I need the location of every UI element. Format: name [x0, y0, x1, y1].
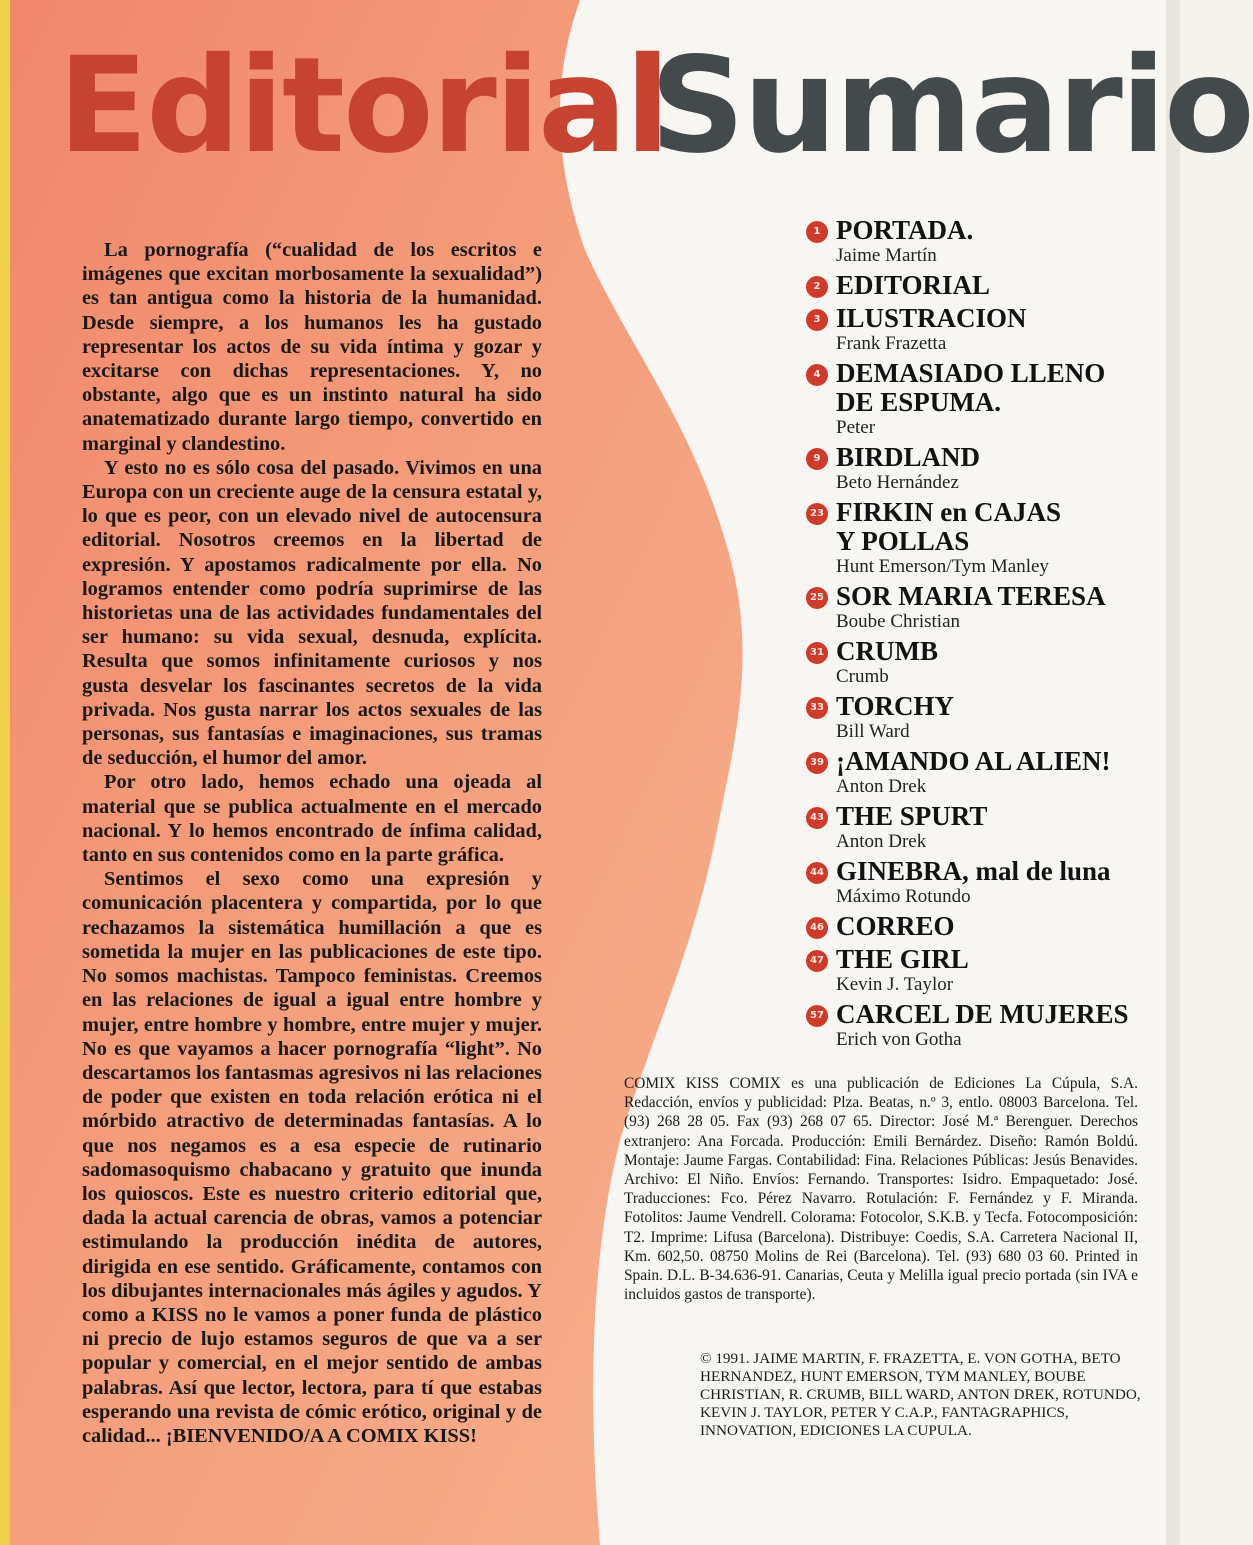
page-number-badge: 31 [806, 642, 828, 664]
toc-author: Boube Christian [836, 611, 961, 632]
toc-entry-amando-al-alien [806, 747, 1166, 798]
toc-title: CARCEL DE MUJERES [836, 999, 1129, 1029]
left-edge-strip [0, 0, 10, 1545]
editorial-paragraph: La pornografía (“cualidad de los escritos e imágenes que excitan morbosamente la sexualidad”) es tan antigua como la historia de la humanidad. Desde siempre, a los humanos les ha gustado representar los actos de su vida íntima y gozar y excitarse con dichas representaciones. Y, no obstante, algo que es un instinto natural ha sido anatematizado durante largo tiempo, convertido en marginal y clandestino. [82, 239, 542, 455]
toc-entry-torchy [806, 692, 1166, 743]
editorial-paragraph: Por otro lado, hemos echado una ojeada al material que se publica actualmente en el mercado nacional. Y lo hemos encontrado de ínfima calidad, tanto en sus contenidos como en la parte gráfica. [82, 771, 542, 867]
sumario-heading: Sumario [650, 29, 1253, 183]
editorial-heading: Editorial [58, 29, 669, 183]
toc-entry-carcel-de-mujeres [806, 1000, 1166, 1051]
editorial-body [82, 238, 542, 1448]
editorial-paragraph: Sentimos el sexo como una expresión y comunicación placentera y compartida, por lo que rechazamos la sistemática humillación a que es sometida la mujer en las publicaciones de este tipo. No somos machistas. Tampoco feministas. Creemos en las relaciones de igual a igual entre hombre y mujer, entre hombre y hombre, entre mujer y mujer. No es que vayamos a hacer pornografía “light”. No descartamos los fantasmas agresivos ni las relaciones de poder que existen en toda relación erótica ni el mórbido atractivo de determinadas fantasías. A lo que nos negamos es a esa especie de rutinario sadomasoquismo chabacano y gratuito que inunda los quioscos. Este es nuestro criterio editorial que, dada la actual carencia de obras, vamos a potenciar estimulando la producción inédita de autores, dirigida en ese sentido. Gráficamente, contamos con los dibujantes internacionales más ágiles y agudos. Y como a KISS no le vamos a poner funda de plástico ni precio de lujo estamos seguros de que va a ser popular y comercial, en el mejor sentido de ambas palabras. Así que lector, lectora, para tí que estabas esperando una revista de cómic erótico, original y de calidad... ¡BIENVENIDO/A A COMIX KISS! [82, 868, 542, 1447]
toc-title: SOR MARIA TERESA [836, 581, 1106, 611]
toc-title: PORTADA. [836, 215, 974, 245]
toc-author: Kevin J. Taylor [836, 974, 954, 995]
toc-author: Beto Hernández [836, 472, 959, 493]
page-number-badge: 57 [806, 1005, 828, 1027]
toc-entry-portada [806, 216, 1166, 267]
toc-title: FIRKIN en CAJAS [836, 497, 1062, 527]
page-number-badge: 43 [806, 807, 828, 829]
toc-entry-ilustracion [806, 304, 1166, 355]
toc-entry-editorial [806, 271, 1166, 300]
cover-edge-right [1166, 0, 1180, 1545]
toc-entry-correo [806, 912, 1166, 941]
toc-author: Anton Drek [836, 831, 927, 852]
toc-title: CORREO [836, 911, 955, 941]
toc-title-line2: Y POLLAS [836, 526, 970, 556]
page-number-badge: 23 [806, 503, 828, 525]
toc-title-line2: DE ESPUMA. [836, 387, 1002, 417]
toc-author: Frank Frazetta [836, 333, 947, 354]
toc-author: Máximo Rotundo [836, 886, 971, 907]
toc-title: BIRDLAND [836, 442, 981, 472]
publication-credits: COMIX KISS COMIX es una publicación de Ediciones La Cúpula, S.A. Redacción, envíos y publicidad: Plza. Beatas, n.º 3, entlo. 08003 Barcelona. Tel. (93) 268 28 05. Fax (93) 268 07 65. Director: José M.ª Berenguer. Derechos extranjero: Ana Forcada. Producción: Emili Bernárdez. Diseño: Ramón Boldú. Montaje: Jaume Fargas. Contabilidad: Fina. Relaciones Públicas: Jesús Benavides. Archivo: El Niño. Envíos: Fernando. Transportes: Isidro. Empaquetado: José. Traducciones: Fco. Pérez Navarro. Rotulación: F. Fernández y F. Miranda. Fotolitos: Jaume Vendrell. Colorama: Fotocolor, S.K.B. y Tecfa. Fotocomposición: T2. Imprime: Lifusa (Barcelona). Distribuye: Coedis, S.A. Carretera Nacional II, Km. 602,50. 08750 Molins de Rei (Barcelona). Tel. (93) 680 03 60. Printed in Spain. D.L. B-34.636-91. Canarias, Ceuta y Melilla igual precio portada (sin IVA e incluidos gastos de transporte). [624, 1075, 1138, 1304]
toc-entry-crumb [806, 637, 1166, 688]
table-of-contents [806, 216, 1166, 1051]
toc-title: GINEBRA, mal de luna [836, 856, 1111, 886]
toc-entry-the-spurt [806, 802, 1166, 853]
page-number-badge: 44 [806, 862, 828, 884]
toc-title: ILUSTRACION [836, 303, 1027, 333]
page-number-badge: 46 [806, 917, 828, 939]
page-number-badge: 9 [806, 448, 828, 470]
toc-title: THE SPURT [836, 801, 988, 831]
toc-author: Anton Drek [836, 776, 927, 797]
toc-entry-sor-maria-teresa [806, 582, 1166, 633]
page-number-badge: 47 [806, 950, 828, 972]
toc-title: TORCHY [836, 691, 955, 721]
editorial-paragraph: Y esto no es sólo cosa del pasado. Vivimos en una Europa con un creciente auge de la censura estatal y, lo que es peor, con un elevado nivel de autocensura editorial. Nosotros creemos en la libertad de expresión. Y apostamos radicalmente por ella. No logramos entender como podría suprimirse de las historietas una de las actividades fundamentales del ser humano: su vida sexual, desnuda, explícita. Resulta que somos infinitamente curiosos y nos gusta desvelar los fascinantes secretos de la vida privada. Nos gusta narrar los actos sexuales de las personas, sus fantasías e imaginaciones, sus tramas de seducción, el humor del amor. [82, 456, 542, 770]
page-number-badge: 4 [806, 364, 828, 386]
toc-entry-the-girl [806, 945, 1166, 996]
toc-author: Jaime Martín [836, 245, 937, 266]
toc-author: Peter [836, 417, 876, 438]
toc-entry-ginebra [806, 857, 1166, 908]
toc-entry-demasiado-lleno [806, 359, 1166, 439]
toc-author: Hunt Emerson/Tym Manley [836, 556, 1049, 577]
toc-title: ¡AMANDO AL ALIEN! [836, 746, 1111, 776]
page-number-badge: 1 [806, 221, 828, 243]
toc-title: DEMASIADO LLENO [836, 358, 1106, 388]
toc-author: Bill Ward [836, 721, 910, 742]
page-number-badge: 3 [806, 309, 828, 331]
toc-author: Crumb [836, 666, 889, 687]
toc-author: Erich von Gotha [836, 1029, 962, 1050]
page-number-badge: 2 [806, 276, 828, 298]
copyright-notice: © 1991. JAIME MARTIN, F. FRAZETTA, E. VON GOTHA, BETO HERNANDEZ, HUNT EMERSON, TYM MANLEY, BOUBE CHRISTIAN, R. CRUMB, BILL WARD, ANTON DREK, ROTUNDO, KEVIN J. TAYLOR, PETER Y C.A.P., FANTAGRAPHICS, INNOVATION, EDICIONES LA CUPULA. [700, 1350, 1141, 1439]
toc-entry-birdland [806, 443, 1166, 494]
toc-title: EDITORIAL [836, 270, 991, 300]
toc-entry-firkin [806, 498, 1166, 578]
page-number-badge: 25 [806, 587, 828, 609]
page-number-badge: 39 [806, 752, 828, 774]
toc-title: THE GIRL [836, 944, 969, 974]
page-number-badge: 33 [806, 697, 828, 719]
toc-title: CRUMB [836, 636, 938, 666]
